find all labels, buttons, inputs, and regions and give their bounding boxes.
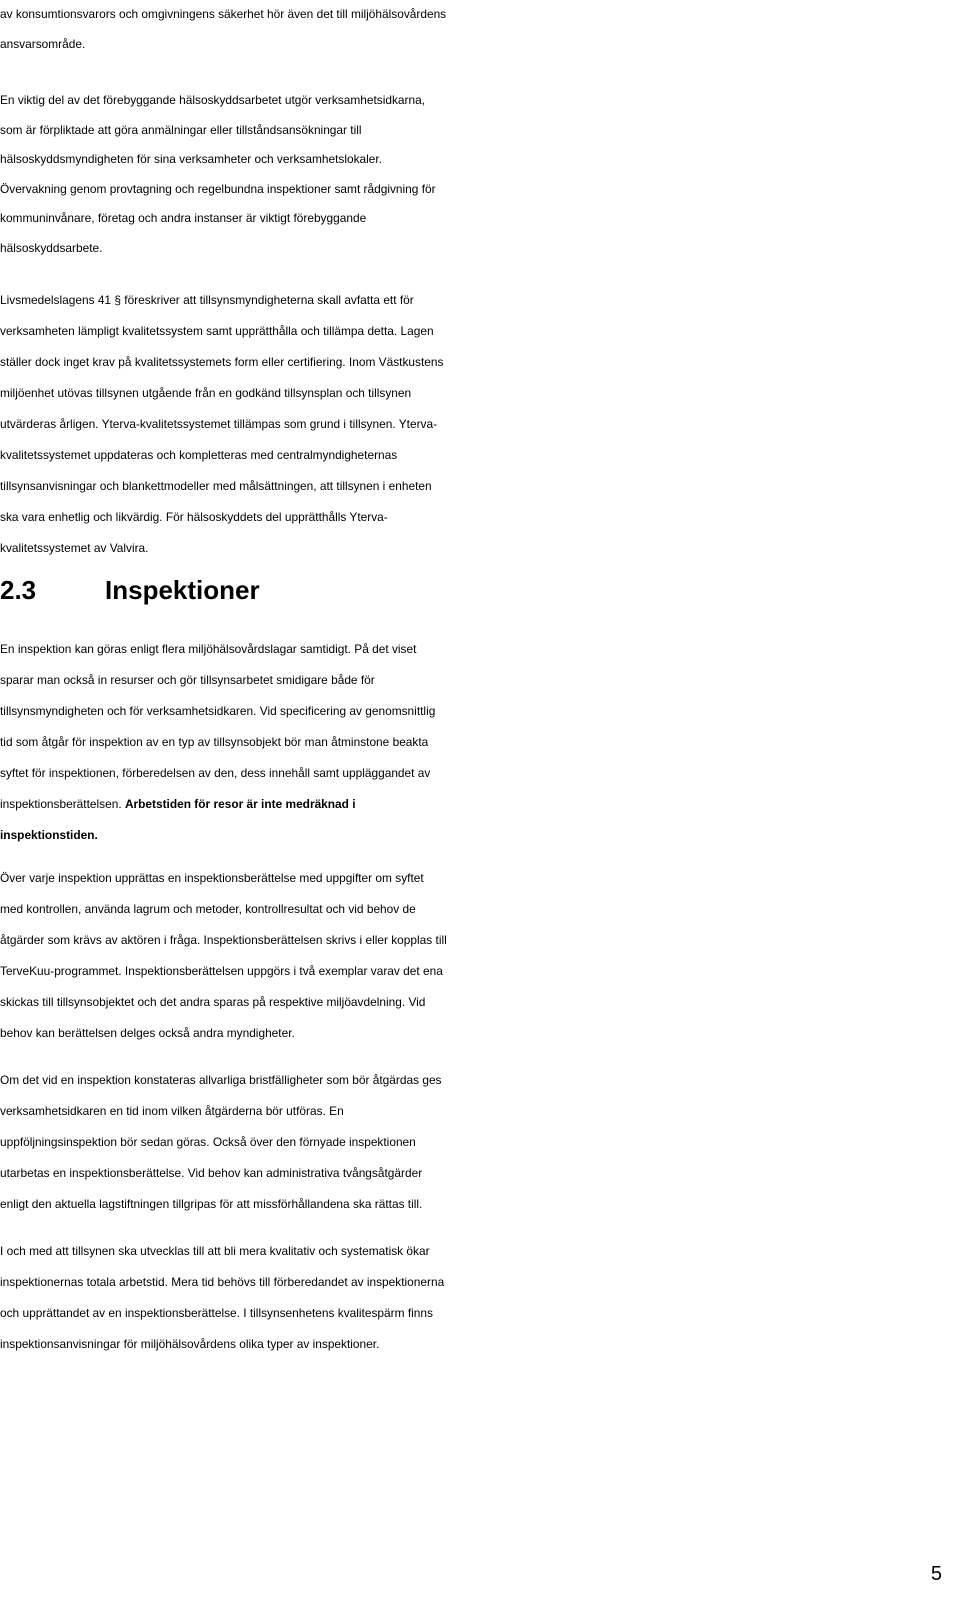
- text-line: som är förpliktade att göra anmälningar eller tillståndsansökningar till: [0, 122, 362, 137]
- paragraph-working-time: [0, 1236, 955, 1360]
- intro-paragraph: [0, 0, 955, 59]
- text-line: tillsynsmyndigheten och för verksamhetsidkaren. Vid specificering av genomsnittlig: [0, 704, 436, 718]
- text-line: Om det vid en inspektion konstateras allvarliga bristfälligheter som bör åtgärdas ges: [0, 1073, 442, 1087]
- text-line: kommuninvånare, företag och andra instanser är viktigt förebyggande: [0, 211, 367, 226]
- text-line: Övervakning genom provtagning och regelbundna inspektioner samt rådgivning för: [0, 181, 436, 196]
- text-segment: inspektionsberättelsen.: [0, 797, 125, 811]
- text-line: sparar man också in resurser och gör tillsynsarbetet smidigare både för: [0, 673, 375, 687]
- text-line: och upprättandet av en inspektionsberättelse. I tillsynsenhetens kvalitespärm finns: [0, 1306, 433, 1320]
- section-heading: [0, 572, 260, 608]
- text-line: En inspektion kan göras enligt flera miljöhälsovårdslagar samtidigt. På det viset: [0, 642, 417, 656]
- text-line: hälsoskyddsarbete.: [0, 240, 103, 255]
- text-line: inspektionsanvisningar för miljöhälsovårdens olika typer av inspektioner.: [0, 1337, 380, 1351]
- paragraph-inspection-report: [0, 863, 955, 1049]
- text-line: åtgärder som krävs av aktören i fråga. Inspektionsberättelsen skrivs i eller kopplas till: [0, 933, 447, 947]
- text-line: kvalitetssystemet av Valvira.: [0, 541, 149, 555]
- text-line: hälsoskyddsmyndigheten för sina verksamheter och verksamhetslokaler.: [0, 152, 383, 167]
- page-number: 5: [930, 1563, 942, 1585]
- text-line: ska vara enhetlig och likvärdig. För hälsoskyddets del upprätthålls Yterva-: [0, 510, 388, 524]
- paragraph-quality-system: [0, 285, 955, 564]
- text-line: utarbetas en inspektionsberättelse. Vid behov kan administrativa tvångsåtgärder: [0, 1166, 423, 1180]
- text-line: inspektionernas totala arbetstid. Mera tid behövs till förberedandet av inspektionerna: [0, 1275, 445, 1289]
- text-line: Över varje inspektion upprättas en inspektionsberättelse med uppgifter om syftet: [0, 871, 424, 885]
- text-line: med kontrollen, använda lagrum och metoder, kontrollresultat och vid behov de: [0, 902, 416, 916]
- paragraph-preventive-work: [0, 86, 955, 264]
- paragraph-inspection-intro: [0, 634, 955, 851]
- text-line: enligt den aktuella lagstiftningen tillgripas för att missförhållandena ska rättas till.: [0, 1197, 423, 1211]
- section-number: 2.3: [0, 575, 37, 605]
- text-line: verksamheten lämpligt kvalitetssystem samt upprätthålla och tillämpa detta. Lagen: [0, 324, 434, 338]
- text-line: Livsmedelslagens 41 § föreskriver att tillsynsmyndigheterna skall avfatta ett för: [0, 293, 414, 307]
- text-line: [0, 789, 955, 820]
- text-line: miljöenhet utövas tillsynen utgående från en godkänd tillsynsplan och tillsynen: [0, 386, 412, 400]
- text-line: verksamhetsidkaren en tid inom vilken åtgärderna bör utföras. En: [0, 1104, 344, 1118]
- text-line: TerveKuu-programmet. Inspektionsberättelsen uppgörs i två exemplar varav det ena: [0, 964, 443, 978]
- bold-text-segment: Arbetstiden för resor är inte medräknad i: [124, 797, 356, 811]
- text-line: syftet för inspektionen, förberedelsen av den, dess innehåll samt uppläggandet av: [0, 766, 431, 780]
- paragraph-deficiencies: [0, 1065, 955, 1220]
- text-line: kvalitetssystemet uppdateras och kompletteras med centralmyndigheternas: [0, 448, 398, 462]
- text-line: behov kan berättelsen delges också andra myndigheter.: [0, 1026, 295, 1040]
- section-title: Inspektioner: [105, 575, 260, 605]
- text-line: skickas till tillsynsobjektet och det andra sparas på respektive miljöavdelning. Vid: [0, 995, 426, 1009]
- text-line: tid som åtgår för inspektion av en typ av tillsynsobjekt bör man åtminstone beakta: [0, 735, 429, 749]
- text-line: utvärderas årligen. Yterva-kvalitetssystemet tillämpas som grund i tillsynen. Yterva-: [0, 417, 438, 431]
- text-line: I och med att tillsynen ska utvecklas till att bli mera kvalitativ och systematisk ökar: [0, 1244, 430, 1258]
- text-line: uppföljningsinspektion bör sedan göras. Också över den förnyade inspektionen: [0, 1135, 416, 1149]
- text-line: av konsumtionsvarors och omgivningens säkerhet hör även det till miljöhälsovårdens: [0, 7, 447, 21]
- text-line: En viktig del av det förebyggande hälsoskyddsarbetet utgör verksamhetsidkarna,: [0, 93, 426, 107]
- bold-text-line: inspektionstiden.: [0, 828, 98, 842]
- text-line: ställer dock inget krav på kvalitetssystemets form eller certifiering. Inom Västkustens: [0, 355, 444, 369]
- text-line: tillsynsanvisningar och blankettmodeller med målsättningen, att tillsynen i enheten: [0, 479, 432, 493]
- text-line: ansvarsområde.: [0, 36, 86, 51]
